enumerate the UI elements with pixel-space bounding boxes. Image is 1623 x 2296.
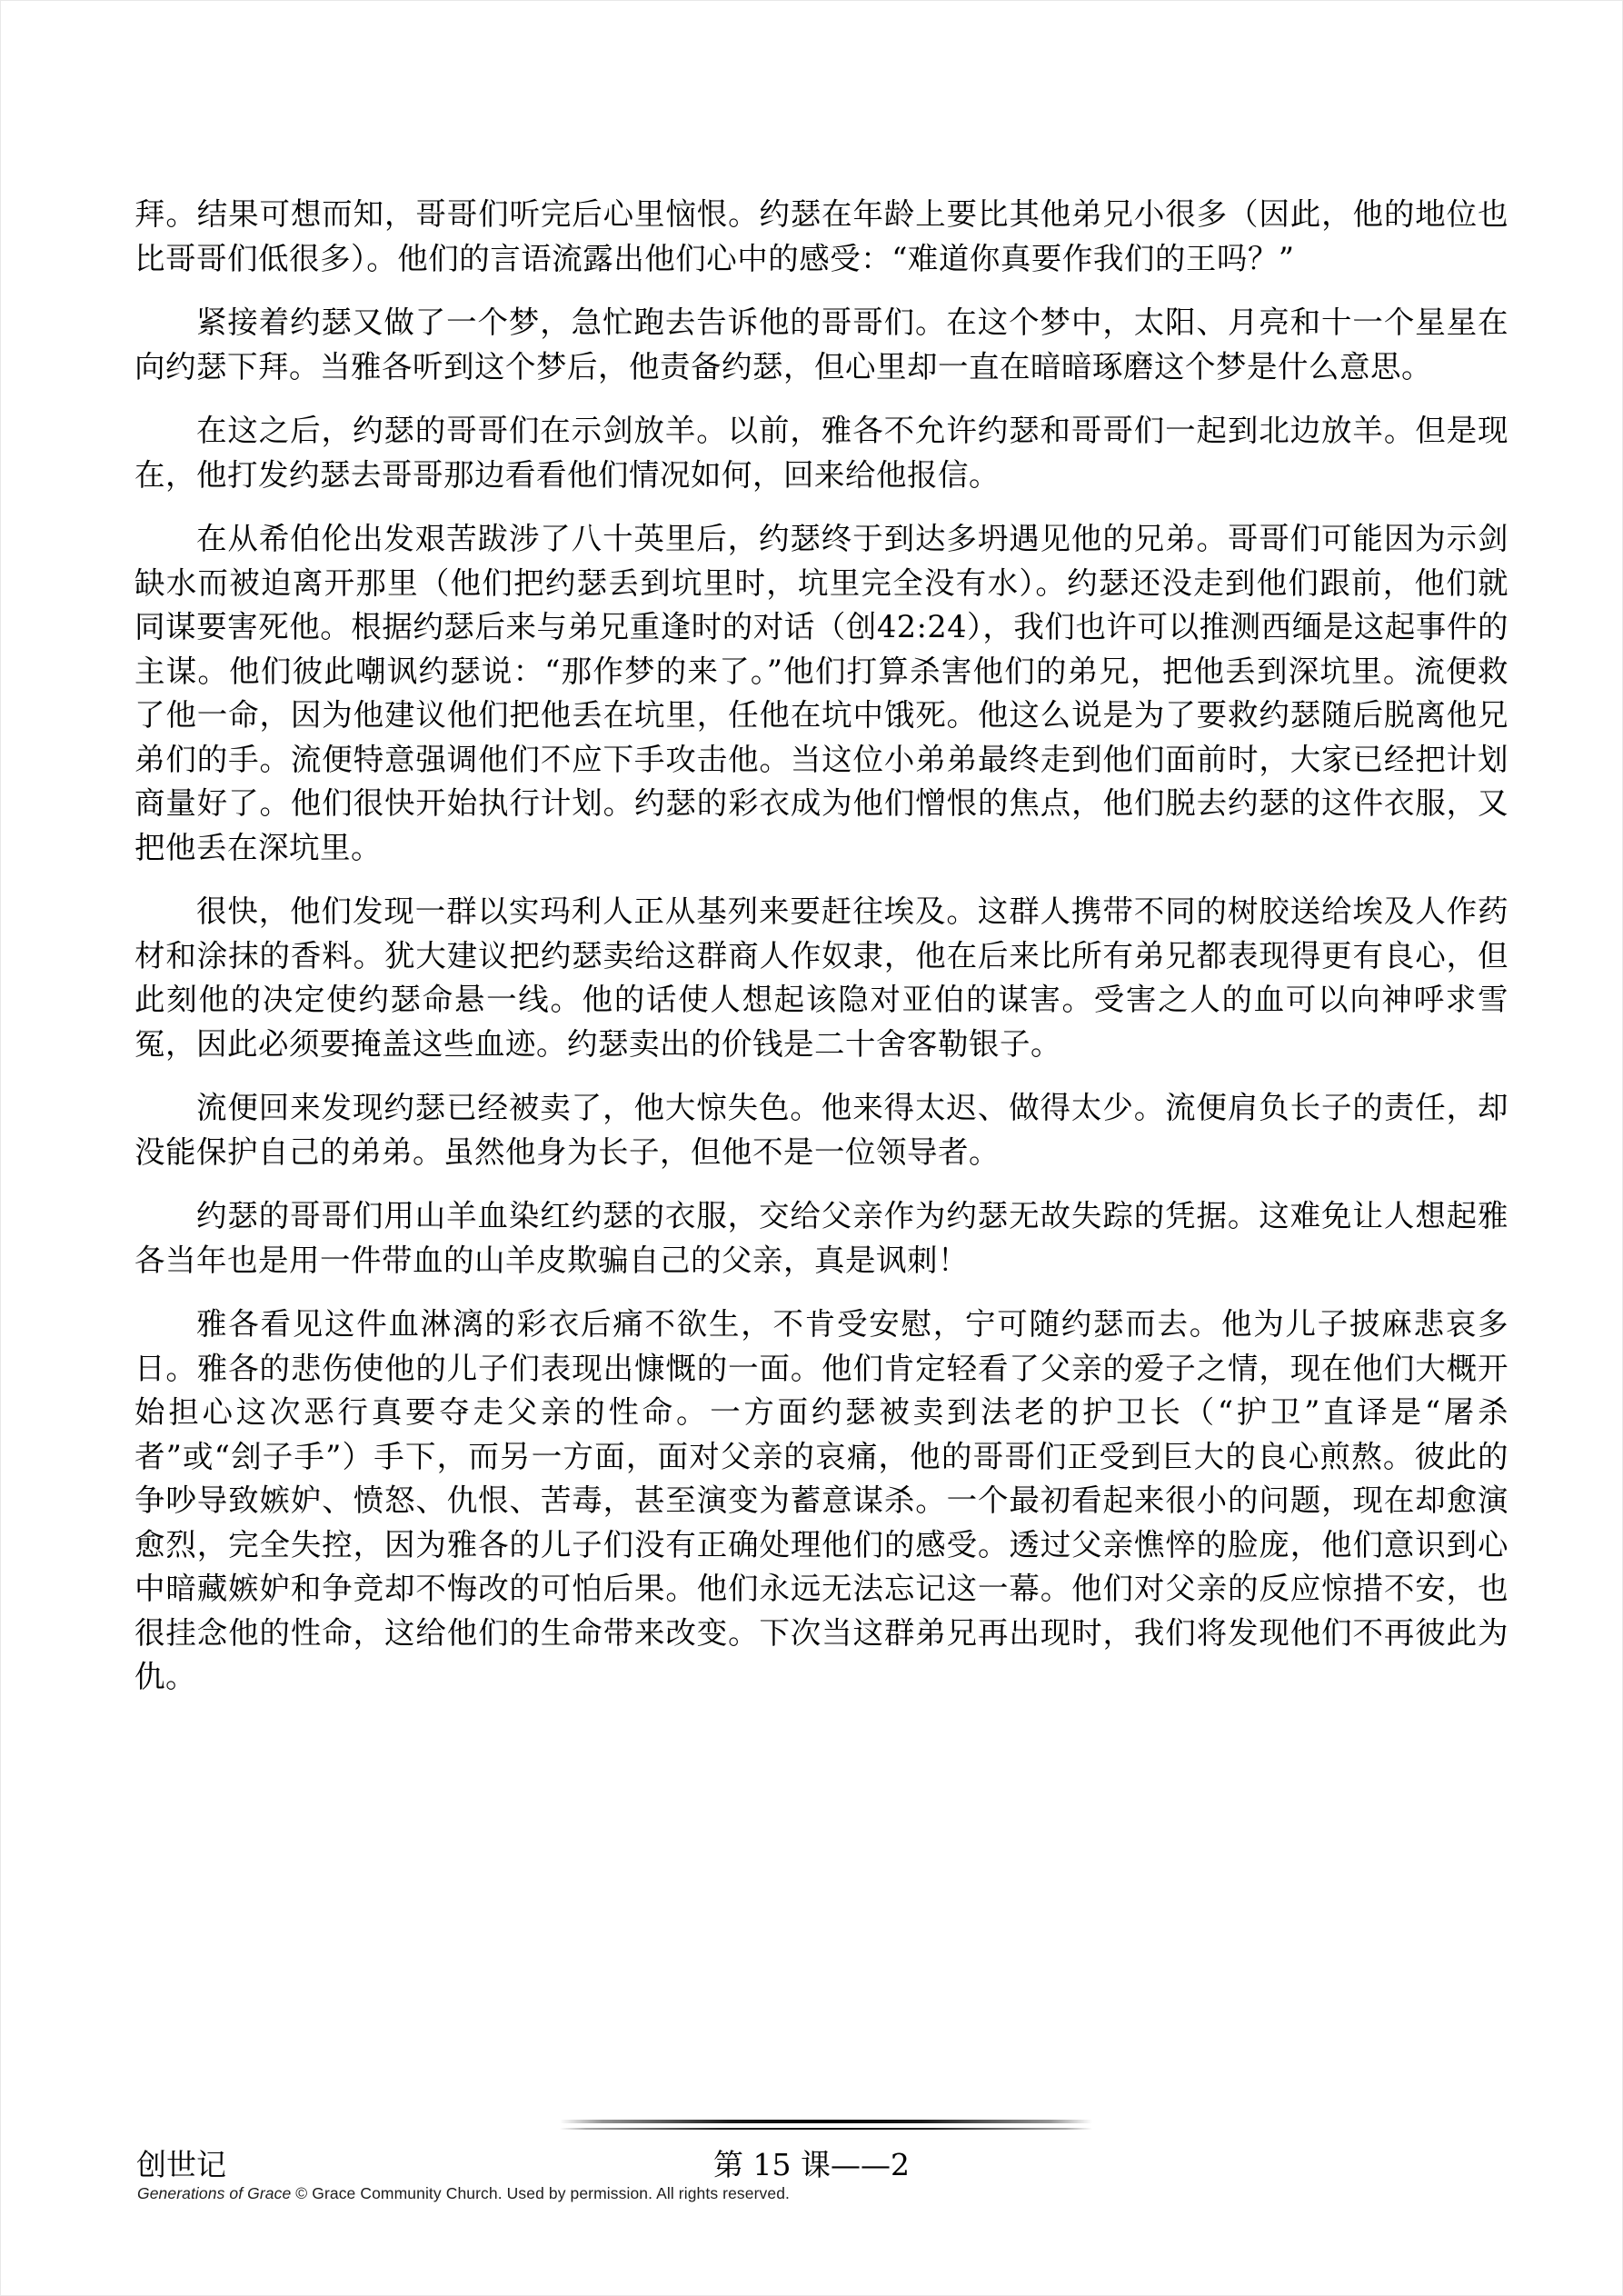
footer-page-number: 第 15 课——2 (713, 2147, 910, 2182)
paragraph-1: 拜。结果可想而知，哥哥们听完后心里恼恨。约瑟在年龄上要比其他弟兄小很多（因此，他的地位也比哥哥们低很多）。他们的言语流露出他们心中的感受：“难道你真要作我们的王吗？” (134, 196, 1508, 276)
page-text (134, 193, 1508, 1720)
paragraph-7: 约瑟的哥哥们用山羊血染红约瑟的衣服，交给父亲作为约瑟无故失踪的凭据。这难免让人想起雅各当年也是用一件带血的山羊皮欺骗自己的父亲，真是讽刺！ (134, 1198, 1508, 1278)
footer-book-title: 创世记 (136, 2147, 226, 2182)
paragraph-4: 在从希伯伦出发艰苦跋涉了八十英里后，约瑟终于到达多坍遇见他的兄弟。哥哥们可能因为示剑缺水而被迫离开那里（他们把约瑟丢到坑里时，坑里完全没有水）。约瑟还没走到他们跟前，他们就同谋要害死他。根据约瑟后来与弟兄重逢时的对话（创42:24），我们也许可以推测西缅是这起事件的主谋。他们彼此嘲讽约瑟说：“那作梦的来了。”他们打算杀害他们的弟兄，把他丢到深坑里。流便救了他一命，因为他建议他们把他丢在坑里，任他在坑中饿死。他这么说是为了要救约瑟随后脱离他兄弟们的手。流便特意强调他们不应下手攻击他。当这位小弟弟最终走到他们面前时，大家已经把计划商量好了。他们很快开始执行计划。约瑟的彩衣成为他们憎恨的焦点，他们脱去约瑟的这件衣服，又把他丢在深坑里。 (134, 521, 1508, 865)
paragraph-8: 雅各看见这件血淋漓的彩衣后痛不欲生，不肯受安慰，宁可随约瑟而去。他为儿子披麻悲哀多日。雅各的悲伤使他的儿子们表现出慷慨的一面。他们肯定轻看了父亲的爱子之情，现在他们大概开始担心这次恶行真要夺走父亲的性命。一方面约瑟被卖到法老的护卫长（“护卫”直译是“屠杀者”或“刽子手”）手下，而另一方面，面对父亲的哀痛，他的哥哥们正受到巨大的良心煎熬。彼此的争吵导致嫉妒、愤怒、仇恨、苦毒，甚至演变为蓄意谋杀。一个最初看起来很小的问题，现在却愈演愈烈，完全失控，因为雅各的儿子们没有正确处理他们的感受。透过父亲憔悴的脸庞，他们意识到心中暗藏嫉妒和争竞却不悔改的可怕后果。他们永远无法忘记这一幕。他们对父亲的反应惊措不安，也很挂念他的性命，这给他们的生命带来改变。下次当这群弟兄再出现时，我们将发现他们不再彼此为仇。 (134, 1306, 1508, 1694)
copyright-series-title: Generations of Grace (137, 2184, 292, 2202)
footer (0, 2141, 1623, 2181)
footer-divider-thin-line (560, 2128, 1092, 2130)
paragraph-5: 很快，他们发现一群以实玛利人正从基列来要赶往埃及。这群人携带不同的树胶送给埃及人作药材和涂抹的香料。犹大建议把约瑟卖给这群商人作奴隶，他在后来比所有弟兄都表现得更有良心，但此刻他的决定使约瑟命悬一线。他的话使人想起该隐对亚伯的谋害。受害之人的血可以向神呼求雪冤，因此必须要掩盖这些血迹。约瑟卖出的价钱是二十舍客勒银子。 (134, 893, 1508, 1062)
footer-divider (560, 2120, 1092, 2130)
paragraph-6: 流便回来发现约瑟已经被卖了，他大惊失色。他来得太迟、做得太少。流便肩负长子的责任，却没能保护自己的弟弟。虽然他身为长子，但他不是一位领导者。 (134, 1090, 1508, 1170)
footer-divider-thick-line (560, 2120, 1092, 2123)
footer-copyright (137, 2184, 790, 2203)
paragraph-2: 紧接着约瑟又做了一个梦，急忙跑去告诉他的哥哥们。在这个梦中，太阳、月亮和十一个星星在向约瑟下拜。当雅各听到这个梦后，他责备约瑟，但心里却一直在暗暗琢磨这个梦是什么意思。 (134, 304, 1508, 384)
paragraph-3: 在这之后，约瑟的哥哥们在示剑放羊。以前，雅各不允许约瑟和哥哥们一起到北边放羊。但是现在，他打发约瑟去哥哥那边看看他们情况如何，回来给他报信。 (134, 413, 1508, 493)
copyright-text: © Grace Community Church. Used by permission. All rights reserved. (295, 2184, 790, 2202)
